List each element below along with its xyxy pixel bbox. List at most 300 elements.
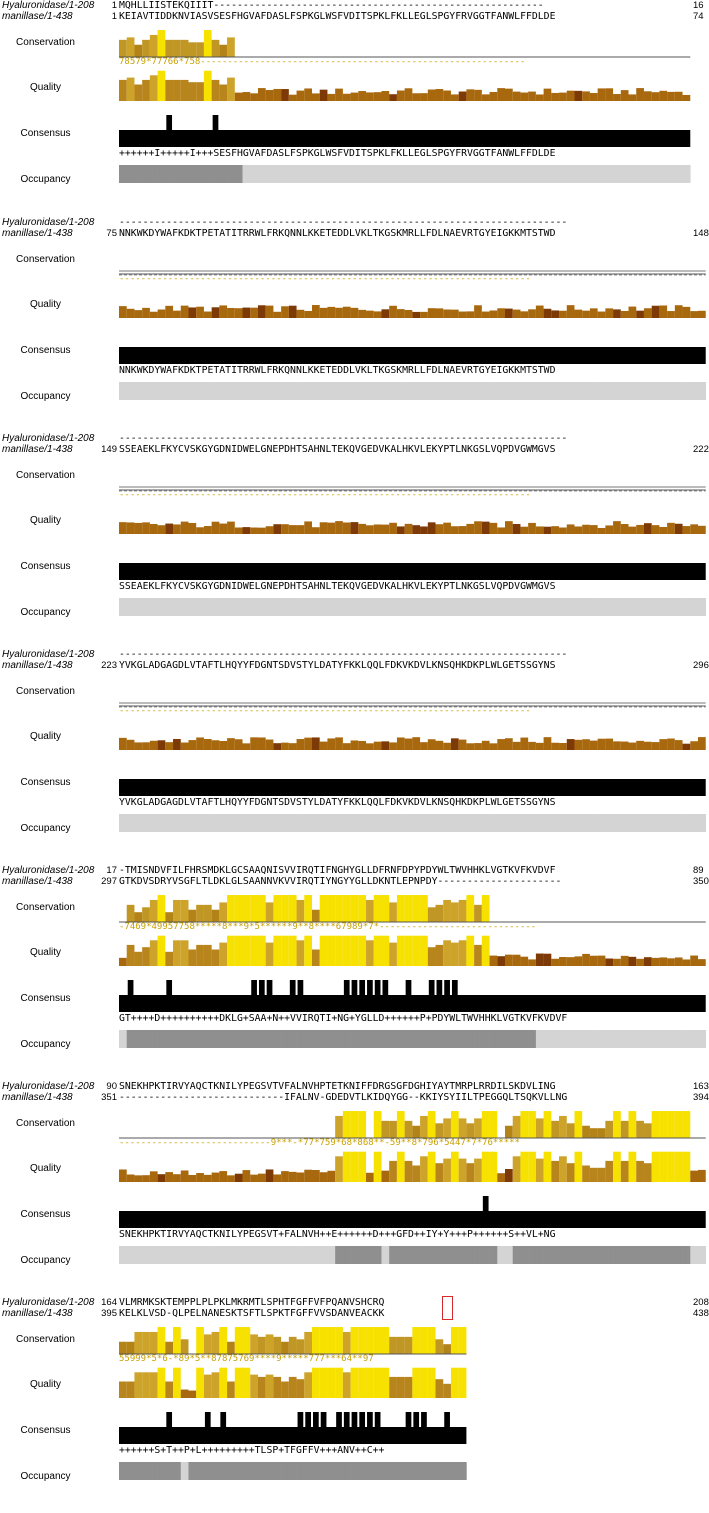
- annotation-label-consensus[interactable]: Consensus: [20, 1209, 71, 1220]
- conservation-bar: [235, 1327, 243, 1354]
- consensus-peak: [367, 1412, 373, 1427]
- quality-bar: [436, 524, 444, 534]
- sequence-row-manillase[interactable]: GTKDVSDRYVSGFLTLDKLGLSAANNVKVVIRQTIYNGYYGLLDKNTLEPNPDY---------------------: [119, 876, 562, 887]
- conservation-bar: [150, 900, 158, 922]
- occupancy-bar: [343, 598, 351, 616]
- conservation-bar: [675, 1111, 683, 1138]
- sequence-name-manillase[interactable]: manillase/1-438: [2, 876, 73, 887]
- occupancy-bar: [165, 1462, 173, 1480]
- occupancy-bar: [629, 814, 637, 832]
- annotation-label-consensus[interactable]: Consensus: [20, 1425, 71, 1436]
- occupancy-bar: [420, 165, 428, 183]
- annotation-label-conservation[interactable]: Conservation: [16, 902, 75, 913]
- quality-bar: [266, 306, 274, 318]
- occupancy-bar: [119, 598, 127, 616]
- quality-bar: [412, 936, 420, 966]
- quality-bar: [652, 1152, 660, 1182]
- quality-bar: [451, 1152, 459, 1182]
- annotation-label-occupancy[interactable]: Occupancy: [20, 1471, 71, 1482]
- occupancy-bar: [281, 165, 289, 183]
- conservation-bar: [150, 1332, 158, 1354]
- occupancy-bar: [520, 1246, 528, 1264]
- occupancy-bar: [443, 814, 451, 832]
- quality-bar: [443, 743, 451, 750]
- sequence-name-manillase[interactable]: manillase/1-438: [2, 228, 73, 239]
- sequence-name-manillase[interactable]: manillase/1-438: [2, 1092, 73, 1103]
- consensus-peak: [321, 1412, 327, 1427]
- occupancy-bar: [351, 1246, 359, 1264]
- consensus-peak: [352, 980, 358, 995]
- consensus-symbol-row: SSEAEKLFKYCVSKGYGDNIDWELGNEPDHTSAHNLTEKQVGEDVKALHKVLEKYPTLNKGSLVQPDVGWMGVS: [119, 581, 556, 592]
- quality-bar: [250, 936, 258, 966]
- occupancy-bar: [173, 1246, 181, 1264]
- quality-bar: [181, 306, 189, 318]
- conservation-bar: [273, 1337, 281, 1354]
- quality-bar: [559, 93, 567, 101]
- annotation-label-quality[interactable]: Quality: [29, 1163, 62, 1174]
- occupancy-bar: [652, 598, 660, 616]
- occupancy-bar: [513, 1030, 521, 1048]
- occupancy-bar: [366, 814, 374, 832]
- quality-bar: [196, 737, 204, 750]
- annotation-tracks: [0, 217, 709, 433]
- occupancy-bar: [312, 814, 320, 832]
- sequence-name-hyaluronidase[interactable]: Hyaluronidase/1-208: [2, 1081, 95, 1092]
- annotation-label-conservation[interactable]: Conservation: [16, 37, 75, 48]
- quality-bar: [196, 527, 204, 534]
- occupancy-bar: [590, 1030, 598, 1048]
- sequence-row-manillase[interactable]: SSEAEKLFKYCVSKGYGDNIDWELGNEPDHTSAHNLTEKQVGEDVKALHKVLEKYPTLNKGSLVQPDVGWMGVS: [119, 444, 556, 455]
- occupancy-bar: [212, 1246, 220, 1264]
- occupancy-bar: [551, 598, 559, 616]
- conservation-bar: [436, 1123, 444, 1138]
- quality-bar: [335, 89, 343, 101]
- occupancy-bar: [667, 382, 675, 400]
- occupancy-bar: [358, 165, 366, 183]
- sequence-row-manillase[interactable]: ----------------------------IFALNV-GDEDVTLKIDQYGG--KKIYSYIILTPEGGQLTSQKVLLNG: [119, 1092, 568, 1103]
- sequence-row-hyaluronidase[interactable]: ----------------------------------------------------------------------------: [119, 433, 568, 444]
- occupancy-bar: [451, 814, 459, 832]
- occupancy-bar: [142, 1246, 150, 1264]
- quality-bar: [351, 1152, 359, 1182]
- alignment-block: [0, 1081, 709, 1297]
- consensus-peak: [344, 1412, 350, 1427]
- quality-bar: [436, 741, 444, 750]
- occupancy-bar: [551, 1246, 559, 1264]
- occupancy-bar: [551, 382, 559, 400]
- quality-bar: [227, 1382, 235, 1399]
- occupancy-bar: [320, 165, 328, 183]
- sequence-row-hyaluronidase[interactable]: ----------------------------------------------------------------------------: [119, 217, 568, 228]
- conservation-bar: [243, 895, 251, 922]
- occupancy-bar: [243, 1030, 251, 1048]
- occupancy-bar: [304, 598, 312, 616]
- occupancy-bar: [188, 1030, 196, 1048]
- annotation-label-consensus[interactable]: Consensus: [20, 993, 71, 1004]
- occupancy-bar: [451, 1030, 459, 1048]
- annotation-label-consensus[interactable]: Consensus: [20, 128, 71, 139]
- occupancy-bar: [574, 1246, 582, 1264]
- occupancy-bar: [320, 1246, 328, 1264]
- quality-bar: [474, 1159, 482, 1182]
- conservation-bar: [482, 1111, 490, 1138]
- occupancy-bar: [297, 382, 305, 400]
- occupancy-bar: [158, 382, 166, 400]
- conservation-bar: [212, 1332, 220, 1354]
- quality-bar: [358, 741, 366, 750]
- occupancy-bar: [505, 598, 513, 616]
- quality-bar: [250, 528, 258, 534]
- conservation-bar: [443, 900, 451, 922]
- conservation-bar: [374, 895, 382, 922]
- annotation-label-quality[interactable]: Quality: [29, 82, 62, 93]
- quality-bar: [127, 522, 135, 534]
- occupancy-bar: [683, 1246, 691, 1264]
- occupancy-bar: [204, 1462, 212, 1480]
- conservation-bar: [127, 1342, 135, 1354]
- quality-bar: [490, 92, 498, 101]
- occupancy-bar: [636, 598, 644, 616]
- conservation-bar: [304, 1332, 312, 1354]
- occupancy-bar: [443, 165, 451, 183]
- occupancy-bar: [266, 165, 274, 183]
- quality-bar: [158, 1368, 166, 1398]
- consensus-peak: [267, 980, 273, 995]
- occupancy-bar: [297, 598, 305, 616]
- occupancy-bar: [134, 598, 142, 616]
- occupancy-bar: [443, 1030, 451, 1048]
- occupancy-bar: [428, 1462, 436, 1480]
- occupancy-bar: [459, 382, 467, 400]
- annotation-label-occupancy[interactable]: Occupancy: [20, 1255, 71, 1266]
- occupancy-bar: [412, 382, 420, 400]
- occupancy-bar: [196, 1246, 204, 1264]
- occupancy-bar: [289, 1246, 297, 1264]
- annotation-label-quality[interactable]: Quality: [29, 1379, 62, 1390]
- quality-bar: [459, 92, 467, 101]
- quality-bar: [636, 525, 644, 534]
- quality-bar: [520, 957, 528, 966]
- occupancy-bar: [235, 1246, 243, 1264]
- conservation-bar: [235, 895, 243, 922]
- conservation-bar: [142, 907, 150, 922]
- occupancy-bar: [127, 382, 135, 400]
- occupancy-bar: [659, 814, 667, 832]
- conservation-bar: [181, 1339, 189, 1354]
- sequence-row-hyaluronidase[interactable]: ----------------------------------------------------------------------------: [119, 649, 568, 660]
- sequence-name-manillase[interactable]: manillase/1-438: [2, 11, 73, 22]
- conservation-bar: [466, 895, 474, 922]
- occupancy-bar: [567, 1246, 575, 1264]
- seq2-start-number: 297: [101, 876, 117, 887]
- quality-bar: [629, 527, 637, 534]
- occupancy-bar: [451, 598, 459, 616]
- occupancy-bar: [204, 598, 212, 616]
- sequence-name-manillase[interactable]: manillase/1-438: [2, 444, 73, 455]
- quality-bar: [150, 75, 158, 101]
- quality-bar: [204, 945, 212, 966]
- occupancy-bar: [227, 1030, 235, 1048]
- alignment-block: [0, 217, 709, 433]
- quality-bar: [374, 524, 382, 534]
- quality-bar: [343, 307, 351, 318]
- quality-bar: [181, 743, 189, 750]
- sequence-name-hyaluronidase[interactable]: Hyaluronidase/1-208: [2, 0, 95, 11]
- quality-bar: [420, 1368, 428, 1398]
- occupancy-bar: [466, 598, 474, 616]
- occupancy-bar: [327, 814, 335, 832]
- occupancy-bar: [420, 814, 428, 832]
- quality-bar: [482, 312, 490, 318]
- quality-bar: [690, 956, 698, 966]
- quality-bar: [358, 1368, 366, 1398]
- conservation-bar: [397, 1337, 405, 1354]
- quality-bar: [188, 82, 196, 101]
- occupancy-bar: [343, 814, 351, 832]
- occupancy-bar: [196, 598, 204, 616]
- quality-bar: [343, 1372, 351, 1398]
- quality-bar: [312, 1368, 320, 1398]
- conservation-bar: [420, 1327, 428, 1354]
- quality-bar: [381, 936, 389, 966]
- occupancy-bar: [119, 165, 127, 183]
- occupancy-bar: [119, 1030, 127, 1048]
- occupancy-bar: [358, 1462, 366, 1480]
- occupancy-bar: [297, 165, 305, 183]
- occupancy-bar: [250, 1030, 258, 1048]
- annotation-label-conservation[interactable]: Conservation: [16, 1118, 75, 1129]
- occupancy-bar: [652, 382, 660, 400]
- occupancy-bar: [127, 1462, 135, 1480]
- annotation-label-occupancy[interactable]: Occupancy: [20, 1039, 71, 1050]
- quality-bar: [327, 307, 335, 318]
- selected-column-highlight[interactable]: [442, 1296, 453, 1320]
- sequence-name-hyaluronidase[interactable]: Hyaluronidase/1-208: [2, 433, 95, 444]
- quality-bar: [405, 1161, 413, 1182]
- sequence-row-hyaluronidase[interactable]: MQHLLIISTEKQIIIT--------------------------------------------------------: [119, 0, 544, 11]
- quality-bar: [127, 1175, 135, 1182]
- quality-bar: [173, 1174, 181, 1182]
- alignment-block: [0, 649, 709, 865]
- occupancy-bar: [289, 814, 297, 832]
- quality-bar: [281, 306, 289, 318]
- occupancy-bar: [636, 814, 644, 832]
- sequence-row-manillase[interactable]: YVKGLADGAGDLVTAFTLHQYYFDGNTSDVSTYLDATYFKKLQQLFDKVKDVLKNSQHKDKPLWLGETSSGYNS: [119, 660, 556, 671]
- quality-bar: [582, 311, 590, 318]
- occupancy-bar: [150, 1030, 158, 1048]
- quality-bar: [451, 94, 459, 101]
- occupancy-bar: [698, 814, 706, 832]
- quality-bar: [513, 742, 521, 750]
- quality-bar: [443, 940, 451, 966]
- occupancy-bar: [520, 1030, 528, 1048]
- annotation-label-quality[interactable]: Quality: [29, 731, 62, 742]
- sequence-name-hyaluronidase[interactable]: Hyaluronidase/1-208: [2, 217, 95, 228]
- consensus-peak: [359, 980, 365, 995]
- quality-bar: [397, 1152, 405, 1182]
- sequence-name-manillase[interactable]: manillase/1-438: [2, 1308, 73, 1319]
- sequence-row-manillase[interactable]: KELKLVSD-QLPELNANESKTSFTLSPKTFGFFVVSDANVEACKK: [119, 1308, 385, 1319]
- conservation-bar: [142, 1332, 150, 1354]
- quality-bar: [559, 1156, 567, 1182]
- quality-bar: [358, 524, 366, 534]
- sequence-row-hyaluronidase[interactable]: -TMISNDVFILFHRSMDKLGCSAAQNISVVIRQTIFNGHYGLLDFRNFDPYPDYWLTWVHHKLVGTKVFKVDVF: [119, 865, 556, 876]
- quality-bar: [127, 78, 135, 101]
- occupancy-bar: [544, 165, 552, 183]
- conservation-bar: [150, 35, 158, 57]
- quality-bar: [381, 1171, 389, 1182]
- occupancy-bar: [505, 382, 513, 400]
- occupancy-bar: [188, 598, 196, 616]
- occupancy-bar: [459, 1246, 467, 1264]
- quality-bar: [142, 1372, 150, 1398]
- quality-bar: [644, 523, 652, 534]
- occupancy-bar: [227, 814, 235, 832]
- occupancy-bar: [629, 382, 637, 400]
- quality-bar: [412, 525, 420, 534]
- occupancy-bar: [466, 165, 474, 183]
- occupancy-bar: [582, 814, 590, 832]
- occupancy-bar: [582, 165, 590, 183]
- sequence-name-hyaluronidase[interactable]: Hyaluronidase/1-208: [2, 865, 95, 876]
- occupancy-bar: [289, 382, 297, 400]
- occupancy-bar: [181, 382, 189, 400]
- annotation-label-occupancy[interactable]: Occupancy: [20, 174, 71, 185]
- occupancy-bar: [150, 382, 158, 400]
- annotation-label-consensus[interactable]: Consensus: [20, 777, 71, 788]
- quality-bar: [536, 1159, 544, 1182]
- quality-bar: [320, 1172, 328, 1182]
- occupancy-bar: [613, 382, 621, 400]
- occupancy-bar: [497, 598, 505, 616]
- annotation-label-consensus[interactable]: Consensus: [20, 345, 71, 356]
- annotation-label-occupancy[interactable]: Occupancy: [20, 391, 71, 402]
- occupancy-bar: [250, 382, 258, 400]
- annotation-tracks: [0, 649, 709, 865]
- occupancy-bar: [397, 1030, 405, 1048]
- occupancy-bar: [667, 814, 675, 832]
- quality-bar: [505, 1169, 513, 1182]
- occupancy-bar: [335, 1030, 343, 1048]
- annotation-label-quality[interactable]: Quality: [29, 947, 62, 958]
- quality-bar: [567, 91, 575, 101]
- consensus-peak: [375, 980, 381, 995]
- quality-bar: [212, 1372, 220, 1398]
- quality-bar: [443, 310, 451, 318]
- quality-bar: [613, 1152, 621, 1182]
- occupancy-bar: [158, 598, 166, 616]
- conservation-bar: [297, 1339, 305, 1354]
- annotation-label-consensus[interactable]: Consensus: [20, 561, 71, 572]
- occupancy-bar: [320, 1030, 328, 1048]
- quality-bar: [582, 91, 590, 101]
- occupancy-bar: [536, 814, 544, 832]
- quality-bar: [451, 1368, 459, 1398]
- quality-bar: [327, 936, 335, 966]
- occupancy-bar: [351, 382, 359, 400]
- occupancy-bar: [142, 598, 150, 616]
- occupancy-bar: [219, 165, 227, 183]
- quality-bar: [621, 311, 629, 318]
- sequence-name-manillase[interactable]: manillase/1-438: [2, 660, 73, 671]
- sequence-row-manillase[interactable]: KEIAVTIDDKNVIASVSESFHGVAFDASLFSPKGLWSFVDITSPKLFKLLEGLSPGYFRVGGTFANWLFFDLDE: [119, 11, 556, 22]
- annotation-label-conservation[interactable]: Conservation: [16, 1334, 75, 1345]
- annotation-label-conservation[interactable]: Conservation: [16, 254, 75, 265]
- occupancy-bar: [327, 1462, 335, 1480]
- conservation-bar: [289, 895, 297, 922]
- occupancy-bar: [613, 165, 621, 183]
- seq2-start-number: 395: [101, 1308, 117, 1319]
- quality-bar: [605, 1161, 613, 1182]
- sequence-name-hyaluronidase[interactable]: Hyaluronidase/1-208: [2, 649, 95, 660]
- quality-bar: [119, 522, 127, 534]
- consensus-bar: [119, 779, 706, 796]
- sequence-name-hyaluronidase[interactable]: Hyaluronidase/1-208: [2, 1297, 95, 1308]
- quality-bar: [567, 739, 575, 750]
- occupancy-bar: [297, 1246, 305, 1264]
- conservation-bar: [196, 1327, 204, 1354]
- occupancy-bar: [397, 1246, 405, 1264]
- quality-bar: [219, 85, 227, 102]
- sequence-row-hyaluronidase[interactable]: VLMRMKSKTEMPPLPLPKLMKRMTLSPHTFGFFVFPQANVSHCRQ: [119, 1297, 385, 1308]
- occupancy-bar: [613, 1030, 621, 1048]
- annotation-label-occupancy[interactable]: Occupancy: [20, 607, 71, 618]
- quality-bar: [698, 737, 706, 750]
- quality-bar: [675, 1152, 683, 1182]
- annotation-tracks: [0, 1297, 709, 1513]
- consensus-peak: [213, 115, 219, 130]
- occupancy-bar: [598, 165, 606, 183]
- quality-bar: [644, 91, 652, 101]
- annotation-label-occupancy[interactable]: Occupancy: [20, 823, 71, 834]
- sequence-row-hyaluronidase[interactable]: SNEKHPKTIRVYAQCTKNILYPEGSVTVFALNVHPTETKNIFFDRGSGFDGHIYAYTMRPLRRDILSKDVLING: [119, 1081, 556, 1092]
- annotation-label-conservation[interactable]: Conservation: [16, 470, 75, 481]
- quality-bar: [366, 525, 374, 534]
- quality-bar: [127, 945, 135, 966]
- quality-bar: [281, 524, 289, 534]
- quality-bar: [505, 309, 513, 318]
- occupancy-bar: [258, 1030, 266, 1048]
- quality-bar: [544, 309, 552, 318]
- occupancy-bar: [397, 1462, 405, 1480]
- quality-bar: [320, 308, 328, 318]
- quality-bar: [212, 522, 220, 534]
- annotation-label-conservation[interactable]: Conservation: [16, 686, 75, 697]
- quality-bar: [698, 526, 706, 534]
- annotation-label-quality[interactable]: Quality: [29, 515, 62, 526]
- quality-bar: [235, 1174, 243, 1182]
- quality-bar: [374, 311, 382, 318]
- quality-bar: [412, 312, 420, 318]
- sequence-row-manillase[interactable]: NNKWKDYWAFKDKTPETATITRRWLFRKQNNLKKETEDDLVKLTKGSKMRLLFDLNAEVRTGYEIGKKMTSTWD: [119, 228, 556, 239]
- occupancy-bar: [436, 382, 444, 400]
- consensus-peak: [437, 980, 443, 995]
- quality-bar: [165, 952, 173, 966]
- conservation-bar: [358, 1327, 366, 1354]
- occupancy-bar: [652, 1246, 660, 1264]
- quality-bar: [297, 940, 305, 966]
- quality-bar: [636, 741, 644, 750]
- quality-bar: [227, 78, 235, 101]
- occupancy-bar: [196, 1462, 204, 1480]
- quality-bar: [173, 80, 181, 101]
- annotation-label-quality[interactable]: Quality: [29, 299, 62, 310]
- quality-bar: [621, 1161, 629, 1182]
- occupancy-bar: [335, 1246, 343, 1264]
- quality-bar: [289, 95, 297, 101]
- occupancy-bar: [158, 1462, 166, 1480]
- quality-bar: [381, 525, 389, 534]
